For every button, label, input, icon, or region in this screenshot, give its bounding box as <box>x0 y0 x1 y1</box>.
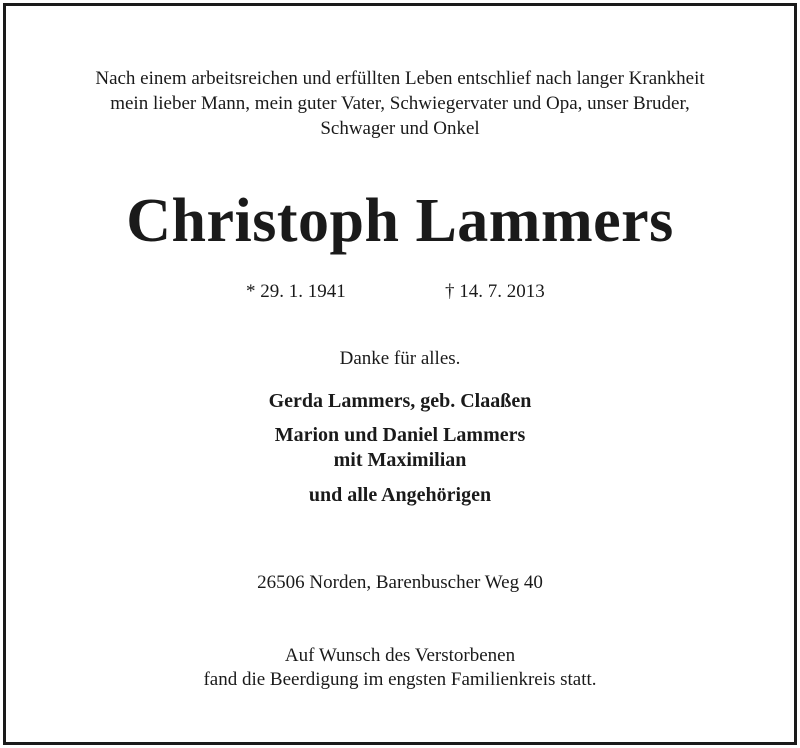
deceased-name: Christoph Lammers <box>126 187 674 255</box>
mourner-2: Marion und Daniel Lammers <box>274 424 526 446</box>
intro-line-2: mein lieber Mann, mein guter Vater, Schwiegervater und Opa, unser Bruder, <box>110 93 690 114</box>
obituary-notice <box>3 3 797 745</box>
birth-date: * 29. 1. 1941 <box>246 281 346 302</box>
intro-line-1: Nach einem arbeitsreichen und erfüllten Leben entschlief nach langer Krankheit <box>95 68 705 89</box>
thanks-text: Danke für alles. <box>339 348 461 369</box>
intro-line-3: Schwager und Onkel <box>320 118 480 139</box>
address: 26506 Norden, Barenbuscher Weg 40 <box>257 572 543 593</box>
mourner-1: Gerda Lammers, geb. Claaßen <box>268 390 532 412</box>
mourner-2-child: mit Maximilian <box>333 449 467 471</box>
death-date: † 14. 7. 2013 <box>445 281 545 302</box>
mourner-relatives: und alle Angehörigen <box>308 484 492 506</box>
closing-line-2: fand die Beerdigung im engsten Familienkreis statt. <box>203 669 597 690</box>
closing-line-1: Auf Wunsch des Verstorbenen <box>284 645 516 666</box>
